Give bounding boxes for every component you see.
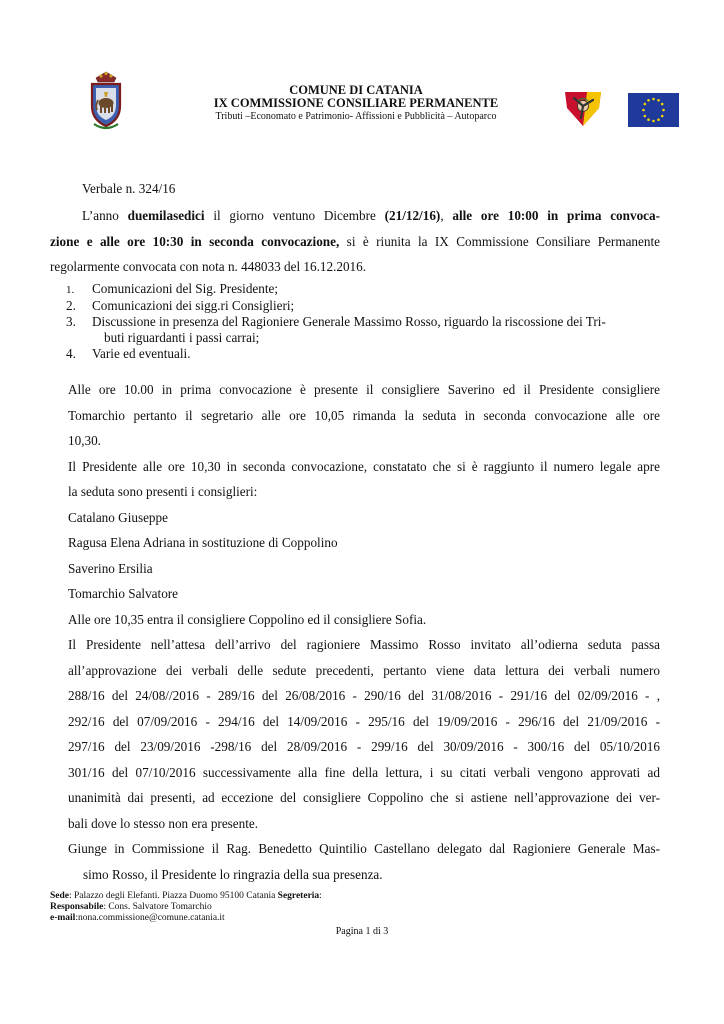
attendee-name: Catalano Giuseppe: [68, 509, 168, 525]
header-subtitle: Tributi –Economato e Patrimonio- Affissioni e Pubblicità – Autoparco: [215, 111, 497, 122]
body-line: simo Rosso, il Presidente lo ringrazia della sua presenza.: [83, 866, 383, 882]
attendee-name: Ragusa Elena Adriana in sostituzione di Coppolino: [68, 535, 338, 550]
sicily-region-icon: [563, 90, 603, 128]
body-line: Il Presidente alle ore 10,30 in seconda convocazione, constatato che si è raggiunto il numero legale apre: [68, 458, 660, 474]
verbale-number: Verbale n. 324/16: [82, 181, 176, 196]
body-line: Giunge in Commissione il Rag. Benedetto Quintilio Castellano delegato dal Ragioniere Generale Mas-: [68, 841, 660, 856]
intro-line-1: L’anno duemilasedici il giorno ventuno Dicembre (21/12/16), alle ore 10:00 in prima convoca-: [82, 208, 661, 223]
minutes-body: [68, 377, 660, 887]
eu-flag-icon: [628, 93, 679, 127]
body-line: 10,30.: [68, 433, 101, 448]
body-line: 301/16 del 07/10/2016 successivamente alla fine della lettura, i su citati verbali vengono approvati ad: [68, 764, 660, 780]
footer-address: Sede: Palazzo degli Elefanti. Piazza Duomo 95100 Catania Segreteria:: [50, 891, 322, 901]
document-header: [150, 84, 562, 123]
body-line: la seduta sono presenti i consiglieri:: [68, 484, 258, 499]
catania-coat-of-arms-icon: [88, 70, 124, 132]
list-item: 2. Comunicazioni dei sigg.ri Consiglieri;: [66, 298, 295, 313]
intro-paragraph: [50, 203, 660, 280]
header-commission: IX COMMISSIONE CONSILIARE PERMANENTE: [213, 96, 499, 110]
body-line: 288/16 del 24/08//2016 - 289/16 del 26/08/2016 - 290/16 del 31/08/2016 - 291/16 del 02/09/2016 - ,: [68, 688, 660, 703]
body-line: 297/16 del 23/09/2016 -298/16 del 28/09/2016 - 299/16 del 30/09/2016 - 300/16 del 05/10/2016: [68, 739, 660, 754]
header-municipality: COMUNE DI CATANIA: [289, 83, 423, 97]
page-number: Pagina 1 di 3: [335, 926, 389, 937]
body-line: bali dove lo stesso non era presente.: [68, 815, 259, 831]
body-line: 292/16 del 07/09/2016 - 294/16 del 14/09/2016 - 295/16 del 19/09/2016 - 296/16 del 21/09/2016 -: [68, 713, 660, 729]
body-line: all’approvazione dei verbali delle sedute precedenti, pertanto viene data lettura dei verbali numero: [68, 662, 660, 678]
document-footer: [50, 891, 322, 924]
intro-line-3: regolarmente convocata con nota n. 448033 del 16.12.2016.: [50, 259, 367, 274]
agenda-list: [66, 281, 666, 362]
footer-responsible: Responsabile: Cons. Salvatore Tomarchio: [50, 902, 212, 912]
body-line: unanimità dai presenti, ad eccezione del consigliere Coppolino che si astiene nell’approvazione dei ver-: [68, 790, 660, 805]
body-line: Alle ore 10,35 entra il consigliere Coppolino ed il consigliere Sofia.: [68, 611, 427, 627]
body-line: Alle ore 10.00 in prima convocazione è presente il consigliere Saverino ed il Presidente consigliere: [68, 382, 660, 397]
intro-line-2: zione e alle ore 10:30 in seconda convocazione, si è riunita la IX Commissione Consiliare Permanente: [50, 233, 660, 249]
list-item: 1. Comunicazioni del Sig. Presidente;: [66, 281, 279, 296]
body-line: Tomarchio pertanto il segretario alle ore 10,05 rimanda la seduta in seconda convocazione alle ore: [68, 407, 660, 423]
list-item: 4. Varie ed eventuali.: [66, 346, 191, 361]
list-item: 3. Discussione in presenza del Ragioniere Generale Massimo Rosso, riguardo la riscossione dei Tri- buti riguardanti i passi carrai;: [66, 314, 606, 345]
footer-email: e-mail:nona.commissione@comune.catania.it: [50, 913, 225, 923]
body-line: Il Presidente nell’attesa dell’arrivo del ragioniere Massimo Rosso invitato all’odierna seduta passa: [68, 637, 660, 652]
attendee-name: Saverino Ersilia: [68, 560, 153, 576]
attendee-name: Tomarchio Salvatore: [68, 586, 179, 601]
